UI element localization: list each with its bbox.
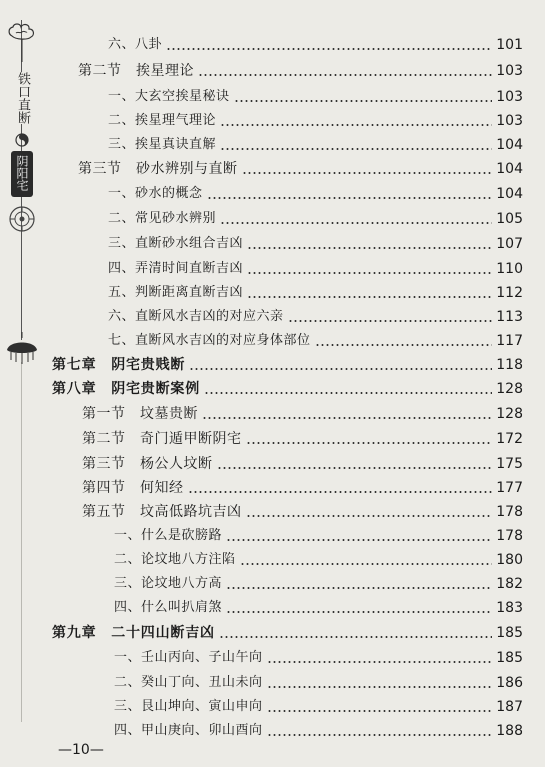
toc-entry-title: 一、什么是砍膀路 [114,528,223,543]
toc-entry[interactable] [78,57,523,81]
dot-leader [220,124,492,126]
toc-entry-title: 三、论坟地八方高 [114,576,223,591]
dot-leader [217,467,493,469]
dot-leader [267,686,493,688]
toc-entry-title: 五、判断距离直断吉凶 [108,285,244,300]
toc-entry[interactable] [108,131,523,155]
toc-entry-page: 104 [496,161,523,177]
page-number: —10— [58,742,104,758]
toc-entry[interactable] [82,450,523,474]
toc-entry-page: 177 [496,480,523,496]
toc-entry-title: 一、壬山丙向、子山午向 [114,650,263,665]
dot-ornament-icon [13,132,31,148]
dot-leader [198,74,492,76]
book-title-vertical [12,72,32,124]
toc-entry-page: 117 [496,333,523,349]
toc-entry-title: 一、砂水的概念 [108,186,203,201]
toc-entry[interactable] [114,522,523,546]
toc-entry[interactable] [82,425,523,449]
dot-leader [189,368,492,370]
toc-entry-page: 180 [496,552,523,568]
toc-entry-page: 182 [496,576,523,592]
toc-entry[interactable] [82,400,523,424]
dot-leader [202,417,492,419]
dot-leader [226,611,492,613]
toc-entry-page: 128 [496,381,523,397]
toc-entry[interactable] [108,205,523,229]
toc-entry[interactable] [108,180,523,204]
dot-leader [315,344,493,346]
toc-entry-title: 二、癸山丁向、丑山未向 [114,675,263,690]
toc-entry-page: 185 [496,650,523,666]
toc-entry-page: 104 [496,186,523,202]
sidebar-line-bottom [21,362,22,722]
toc-entry-title: 第四节 何知经 [82,480,184,496]
toc-entry-page: 107 [496,236,523,252]
dot-leader [267,734,493,736]
dot-leader [219,636,492,638]
toc-entry-page: 101 [496,37,523,53]
toc-entry-page: 103 [496,63,523,79]
toc-entry-title: 二、挨星理气理论 [108,113,217,128]
toc-entry-title: 第一节 坟墓贵断 [82,406,198,422]
cloud-ornament-icon [6,22,38,62]
toc-entry-page: 113 [496,309,523,325]
medallion-ornament-icon [7,204,37,234]
toc-entry-title: 第三节 砂水辨别与直断 [78,161,238,177]
toc-entry[interactable] [78,155,523,179]
dot-leader [207,197,493,199]
dot-leader [188,491,493,493]
dot-leader [234,100,493,102]
toc-entry[interactable] [52,619,523,643]
toc-entry-page: 110 [496,261,523,277]
dot-leader [267,710,493,712]
toc-entry-page: 118 [496,357,523,373]
dot-leader [288,320,493,322]
dot-leader [246,515,493,517]
toc-entry[interactable] [114,546,523,570]
toc-entry-title: 六、直断风水吉凶的对应六亲 [108,309,284,324]
toc-entry[interactable] [82,474,523,498]
dot-leader [267,661,493,663]
toc-entry-page: 188 [496,723,523,739]
dot-leader [246,442,493,444]
dot-leader [220,148,492,150]
dot-leader [204,392,492,394]
dot-leader [242,172,493,174]
toc-entry-title: 二、论坟地八方注陷 [114,552,236,567]
toc-entry-page: 183 [496,600,523,616]
toc-entry-title: 四、什么叫扒肩煞 [114,600,223,615]
toc-entry[interactable] [108,31,523,55]
toc-entry-page: 104 [496,137,523,153]
toc-entry-title: 二、常见砂水辨别 [108,211,217,226]
toc-entry[interactable] [108,279,523,303]
toc-entry-page: 178 [496,528,523,544]
toc-entry[interactable] [114,717,523,741]
dot-leader [226,587,492,589]
toc-entry[interactable] [114,693,523,717]
toc-entry-page: 186 [496,675,523,691]
toc-entry-page: 103 [496,89,523,105]
dot-leader [247,296,492,298]
toc-entry[interactable] [108,230,523,254]
toc-entry-page: 112 [496,285,523,301]
toc-entry-title: 第二节 奇门遁甲断阴宅 [82,431,242,447]
toc-entry-page: 128 [496,406,523,422]
toc-entry-title: 七、直断风水吉凶的对应身体部位 [108,333,311,348]
toc-entry-page: 103 [496,113,523,129]
toc-entry-title: 六、八卦 [108,37,163,52]
toc-entry-page: 187 [496,699,523,715]
toc-entry-title: 第七章 阴宅贵贱断 [52,357,186,373]
toc-entry-title: 一、大玄空挨星秘诀 [108,89,230,104]
toc-entry[interactable] [114,570,523,594]
toc-entry-title: 四、甲山庚向、卯山酉向 [114,723,263,738]
toc-entry[interactable] [52,375,523,399]
toc-entry-page: 178 [496,504,523,520]
toc-entry[interactable] [108,303,523,327]
tassel-ornament-icon [3,332,41,366]
toc-entry-title: 三、直断砂水组合吉凶 [108,236,244,251]
section-badge [11,151,33,197]
toc-entry-title: 第九章 二十四山断吉凶 [52,625,215,641]
dot-leader [240,563,493,565]
toc-entry-page: 175 [496,456,523,472]
toc-entry[interactable] [108,255,523,279]
dot-leader [247,247,492,249]
toc-entry-title: 三、挨星真诀直解 [108,137,217,152]
dot-leader [247,272,492,274]
toc-entry-title: 第五节 坟高低路坑吉凶 [82,504,242,520]
toc-entry-title: 四、弄清时间直断吉凶 [108,261,244,276]
toc-entry[interactable] [114,644,523,668]
toc-entry-title: 第三节 杨公人坟断 [82,456,213,472]
toc-entry[interactable] [114,594,523,618]
toc-entry-title: 第二节 挨星理论 [78,63,194,79]
dot-leader [166,48,492,50]
toc-entry-title: 三、艮山坤向、寅山申向 [114,699,263,714]
book-title-text: 铁口直断 [15,72,30,124]
section-badge-text: 阴阳宅 [15,155,29,191]
toc-entry-page: 172 [496,431,523,447]
toc-entry-page: 185 [496,625,523,641]
dot-leader [220,222,492,224]
toc-entry[interactable] [108,107,523,131]
toc-entry[interactable] [114,669,523,693]
dot-leader [226,539,492,541]
toc-entry-page: 105 [496,211,523,227]
toc-entry[interactable] [52,351,523,375]
decorative-sidebar [0,0,44,767]
toc-entry[interactable] [82,498,523,522]
toc-entry[interactable] [108,83,523,107]
toc-entry-title: 第八章 阴宅贵断案例 [52,381,200,397]
toc-entry[interactable] [108,327,523,351]
